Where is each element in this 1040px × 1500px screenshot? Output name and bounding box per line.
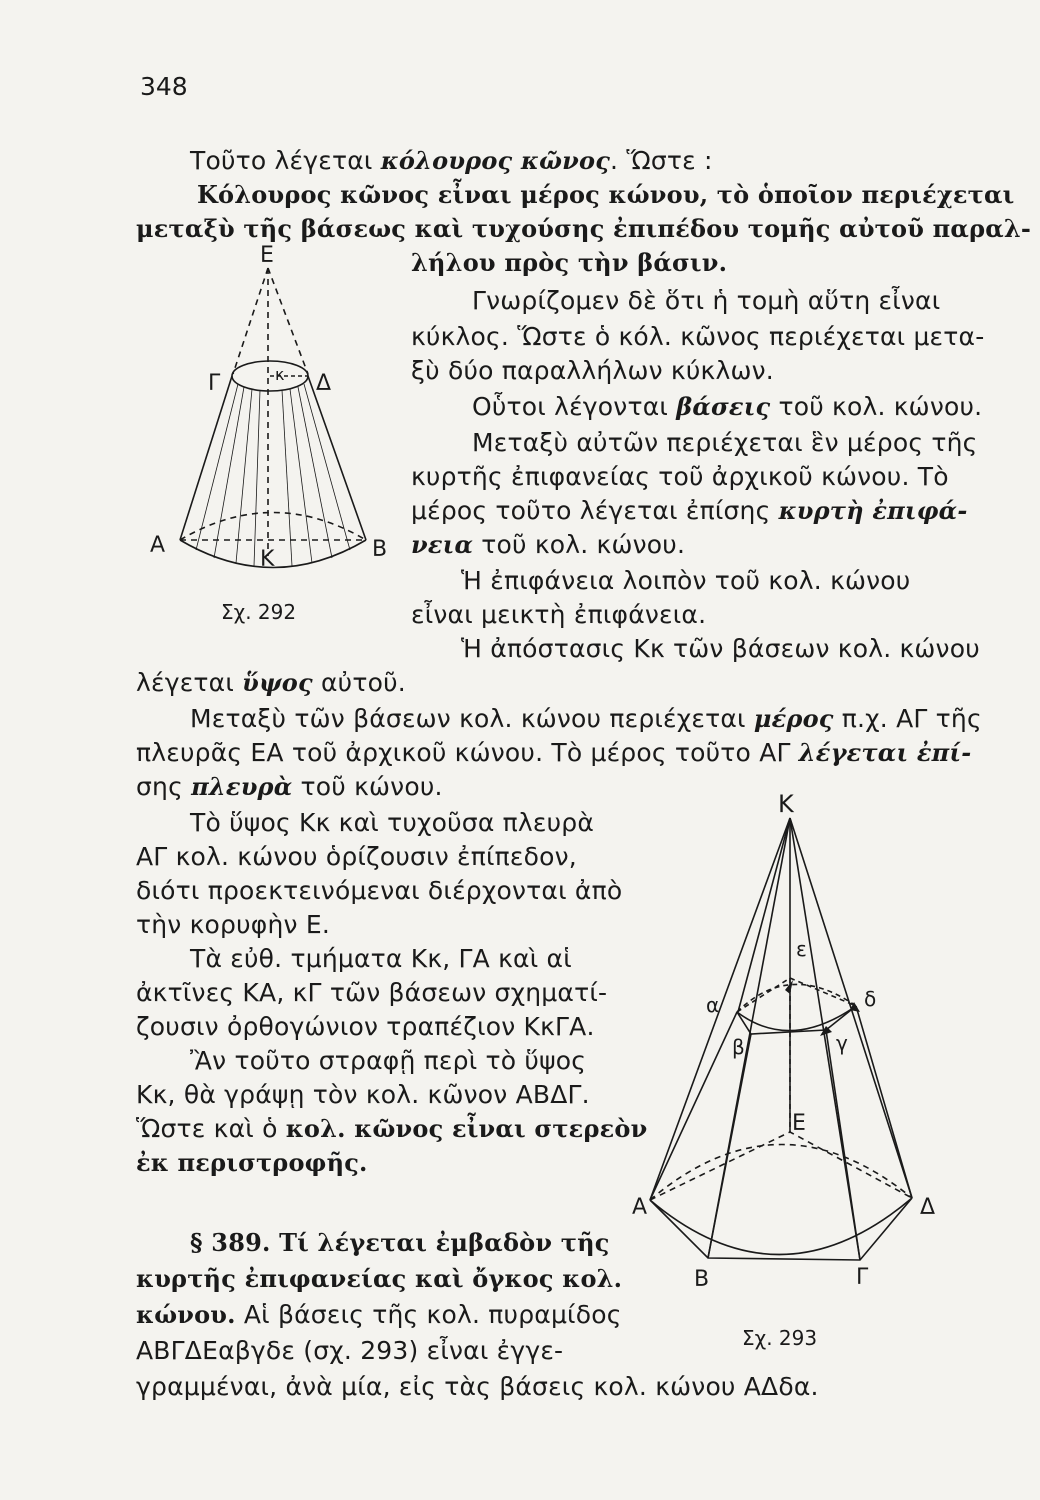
text-line: Γνωρίζομεν δὲ ὅτι ἡ τομὴ αὕτη εἶναι — [472, 286, 941, 315]
page-number: 348 — [140, 72, 188, 101]
label-E: Ε — [792, 1111, 806, 1136]
text-line: Οὗτοι λέγονται βάσεις τοῦ κολ. κώνου. — [472, 392, 983, 421]
text-line: ξὺ δύο παραλλήλων κύκλων. — [411, 356, 774, 385]
label-D: Δ — [920, 1195, 936, 1220]
text-line: Τὰ εὐθ. τμήματα Κκ, ΓΑ καὶ αἱ — [190, 944, 572, 973]
section-heading: κυρτῆς ἐπιφανείας καὶ ὄγκος κολ. — [136, 1264, 623, 1293]
term-truncated-cone: κόλουρος κῶνος — [380, 146, 611, 175]
term-solid-of-revolution: κολ. κῶνος εἶναι στερεὸν — [285, 1114, 648, 1143]
section-heading: § 389. Τί λέγεται ἐμβαδὸν τῆς — [190, 1228, 610, 1257]
text-line: διότι προεκτεινόμεναι διέρχονται ἀπὸ — [136, 876, 623, 905]
text-line: ἀκτῖνες ΚΑ, κΓ τῶν βάσεων σχηματί- — [136, 978, 608, 1007]
label-G: Γ — [208, 371, 221, 396]
text-line: κώνου. Αἱ βάσεις τῆς κολ. πυραμίδος — [136, 1300, 622, 1329]
text-line: ΑΓ κολ. κώνου ὁρίζουσιν ἐπίπεδον, — [136, 842, 577, 871]
term-convex-surface: κυρτὴ ἐπιφά- — [778, 496, 968, 525]
definition-line: μεταξὺ τῆς βάσεως καὶ τυχούσης ἐπιπέδου τομῆς αὐτοῦ παραλ- — [136, 214, 1032, 243]
text-line: Ἡ ἐπιφάνεια λοιπὸν τοῦ κολ. κώνου — [461, 566, 911, 595]
label-e: ε — [796, 937, 807, 961]
text-line: Τὸ ὕψος Κκ καὶ τυχοῦσα πλευρὰ — [190, 808, 595, 837]
figure-293 — [620, 790, 980, 1290]
label-K: Κ — [260, 547, 275, 572]
definition-line: Κόλουρος κῶνος εἶναι μέρος κώνου, τὸ ὁποῖον περιέχεται — [197, 180, 1015, 209]
figure-292 — [140, 240, 410, 600]
label-D: Δ — [316, 371, 332, 396]
term-side: πλευρὰ — [191, 772, 293, 801]
definition-line: λήλου πρὸς τὴν βάσιν. — [411, 248, 728, 277]
term-bases: βάσεις — [676, 392, 771, 421]
label-A: Α — [150, 533, 166, 558]
label-B: Β — [372, 537, 388, 562]
text-line: Μεταξὺ τῶν βάσεων κολ. κώνου περιέχεται μέρος π.χ. ΑΓ τῆς — [190, 704, 982, 733]
text-line: Τοῦτο λέγεται κόλουρος κῶνος. Ὥστε : — [190, 146, 713, 175]
caption-293: Σχ. 293 — [742, 1326, 818, 1350]
text-line: Κκ, θὰ γράψῃ τὸν κολ. κῶνον ΑΒΔΓ. — [136, 1080, 590, 1109]
label-G: Γ — [856, 1265, 869, 1290]
text-line: ΑΒΓΔΕαβγδε (σχ. 293) εἶναι ἐγγε- — [136, 1336, 564, 1365]
text-line: σης πλευρὰ τοῦ κώνου. — [136, 772, 443, 801]
label-a: α — [706, 993, 720, 1017]
text-line: εἶναι μεικτὴ ἐπιφάνεια. — [411, 600, 707, 629]
text-line: κυρτῆς ἐπιφανείας τοῦ ἀρχικοῦ κώνου. Τὸ — [411, 462, 949, 491]
text-line: Ἡ ἀπόστασις Κκ τῶν βάσεων κολ. κώνου — [461, 634, 980, 663]
label-d: δ — [864, 987, 877, 1011]
text-line: Μεταξὺ αὐτῶν περιέχεται ἓν μέρος τῆς — [472, 428, 978, 457]
label-E: Ε — [260, 243, 274, 268]
label-A: Α — [632, 1195, 648, 1220]
text-line: τὴν κορυφὴν Ε. — [136, 910, 330, 939]
term-height: ὕψος — [242, 668, 313, 697]
label-b: β — [732, 1035, 745, 1059]
text-line: γραμμέναι, ἀνὰ μία, εἰς τὰς βάσεις κολ. κώνου ΑΔδα. — [136, 1372, 819, 1401]
text-line: μέρος τοῦτο λέγεται ἐπίσης κυρτὴ ἐπιφά- — [411, 496, 968, 525]
text-line: νεια τοῦ κολ. κώνου. — [411, 530, 686, 559]
text-line: κύκλος. Ὥστε ὁ κόλ. κῶνος περιέχεται μετα- — [411, 322, 985, 351]
caption-292: Σχ. 292 — [221, 600, 297, 624]
label-B: Β — [694, 1267, 710, 1290]
text-line: πλευρᾶς ΕΑ τοῦ ἀρχικοῦ κώνου. Τὸ μέρος τοῦτο ΑΓ λέγεται ἐπί- — [136, 738, 972, 767]
label-k: κ — [275, 365, 285, 384]
text-line: λέγεται ὕψος αὐτοῦ. — [136, 668, 406, 697]
label-g: γ — [836, 1031, 848, 1055]
text-line: Ἂν τοῦτο στραφῇ περὶ τὸ ὕψος — [190, 1046, 587, 1075]
text-line: ἐκ περιστροφῆς. — [136, 1148, 368, 1177]
text-line: ζουσιν ὀρθογώνιον τραπέζιον ΚκΓΑ. — [136, 1012, 595, 1041]
text-line: Ὥστε καὶ ὁ κολ. κῶνος εἶναι στερεὸν — [136, 1114, 648, 1143]
label-K: Κ — [778, 790, 794, 818]
